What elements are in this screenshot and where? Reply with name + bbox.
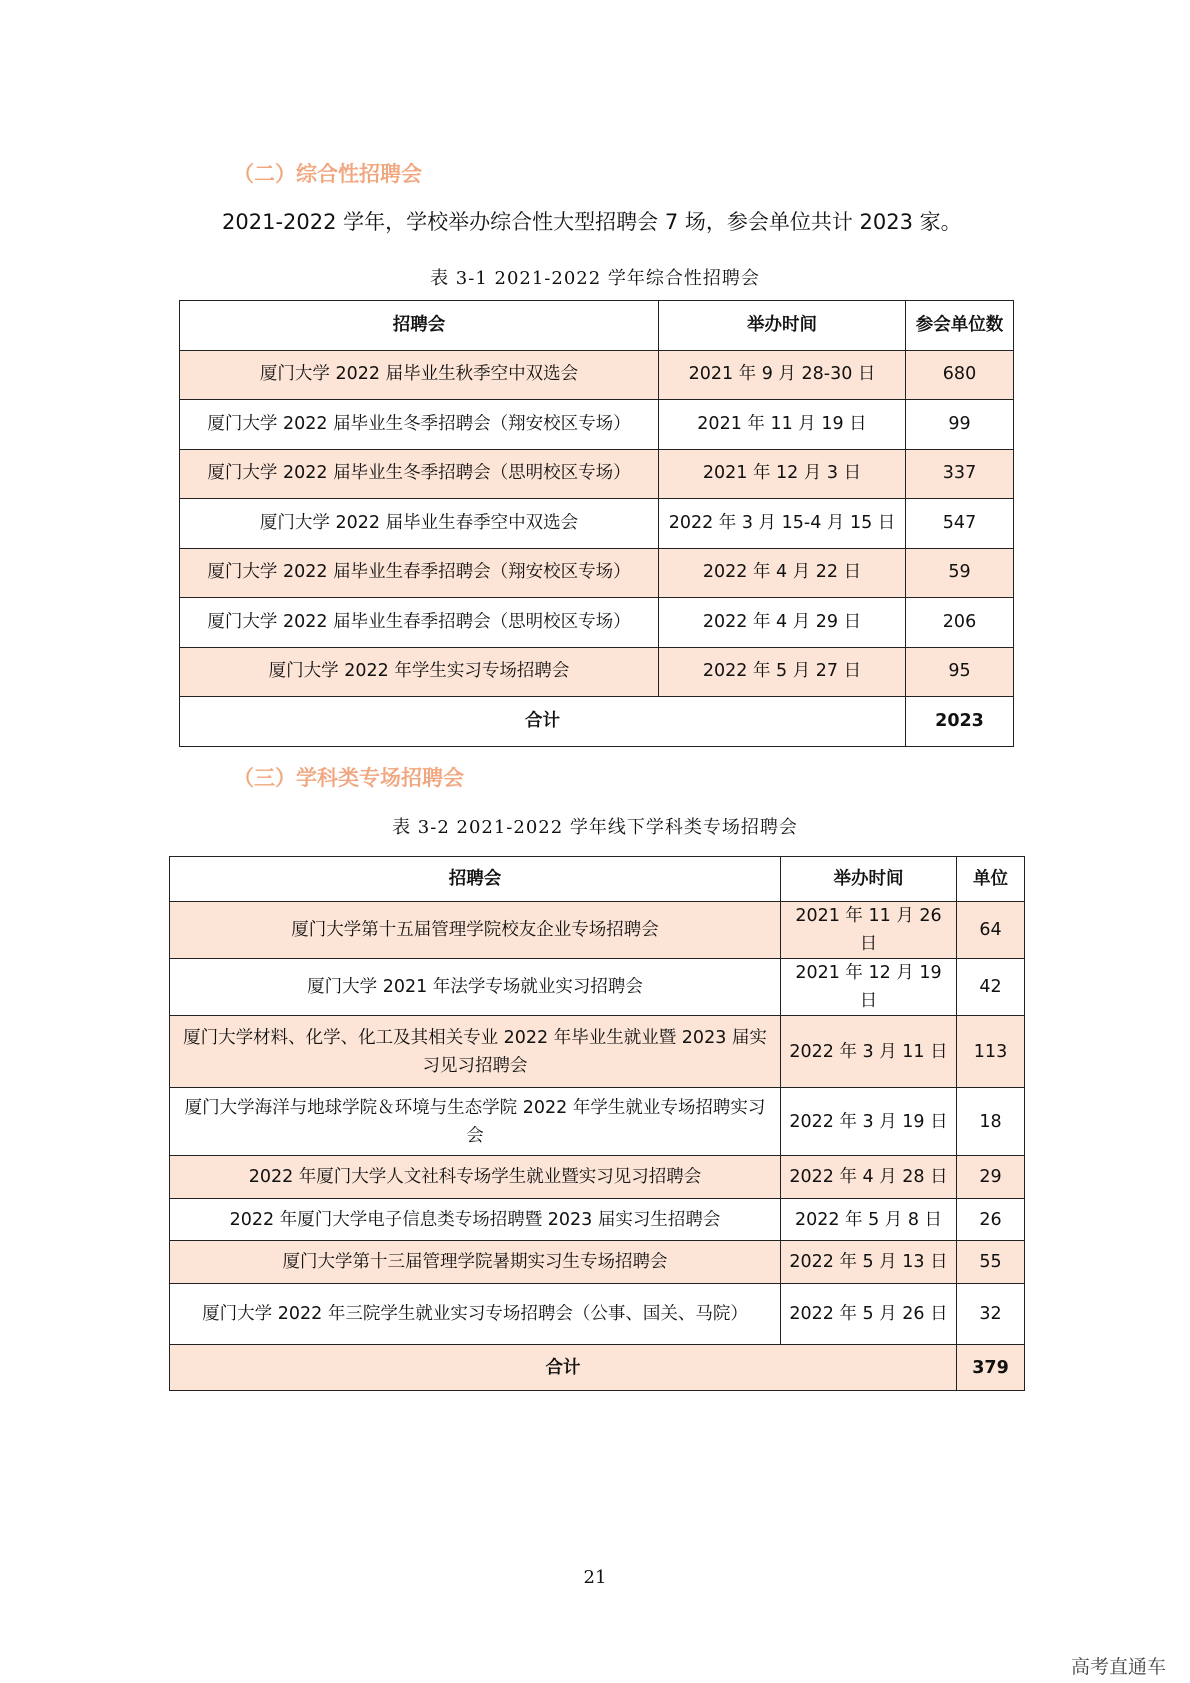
total-value: 379 bbox=[957, 1345, 1025, 1391]
table-row bbox=[170, 1016, 1025, 1088]
cell-name: 厦门大学 2022 届毕业生春季招聘会（思明校区专场） bbox=[180, 598, 659, 648]
cell-name: 2022 年厦门大学电子信息类专场招聘暨 2023 届实习生招聘会 bbox=[170, 1199, 781, 1241]
cell-count: 29 bbox=[957, 1156, 1025, 1199]
page-number: 21 bbox=[583, 1567, 607, 1588]
watermark-text: 高考直通车 bbox=[1070, 1656, 1166, 1678]
cell-date: 2022 年 5 月 27 日 bbox=[659, 647, 906, 697]
table-row bbox=[180, 350, 1014, 400]
cell-date: 2022 年 5 月 26 日 bbox=[781, 1284, 957, 1345]
col-header-count: 单位 bbox=[957, 857, 1025, 902]
table-row bbox=[170, 1156, 1025, 1199]
cell-date: 2022 年 5 月 13 日 bbox=[781, 1241, 957, 1284]
job-fair-table-2 bbox=[169, 856, 1025, 1391]
section-heading-2: （二）综合性招聘会 bbox=[233, 162, 422, 186]
cell-date: 2021 年 12 月 3 日 bbox=[659, 449, 906, 499]
table-row bbox=[170, 959, 1025, 1016]
cell-count: 95 bbox=[906, 647, 1014, 697]
cell-count: 55 bbox=[957, 1241, 1025, 1284]
cell-date: 2022 年 3 月 11 日 bbox=[781, 1016, 957, 1088]
cell-name: 厦门大学 2021 年法学专场就业实习招聘会 bbox=[170, 959, 781, 1016]
col-header-name: 招聘会 bbox=[170, 857, 781, 902]
cell-name: 厦门大学第十五届管理学院校友企业专场招聘会 bbox=[170, 902, 781, 959]
cell-count: 64 bbox=[957, 902, 1025, 959]
table-row bbox=[180, 449, 1014, 499]
section-paragraph: 2021-2022 学年，学校举办综合性大型招聘会 7 场，参会单位共计 2023 家。 bbox=[222, 210, 962, 234]
cell-name: 厦门大学 2022 年学生实习专场招聘会 bbox=[180, 647, 659, 697]
cell-name: 厦门大学 2022 年三院学生就业实习专场招聘会（公事、国关、马院） bbox=[170, 1284, 781, 1345]
cell-count: 547 bbox=[906, 499, 1014, 549]
cell-name: 厦门大学 2022 届毕业生春季招聘会（翔安校区专场） bbox=[180, 548, 659, 598]
cell-count: 18 bbox=[957, 1088, 1025, 1156]
section-heading-3: （三）学科类专场招聘会 bbox=[233, 766, 464, 790]
col-header-date: 举办时间 bbox=[781, 857, 957, 902]
cell-count: 680 bbox=[906, 350, 1014, 400]
cell-date: 2021 年 9 月 28-30 日 bbox=[659, 350, 906, 400]
total-value: 2023 bbox=[906, 697, 1014, 747]
table-caption-2: 表 3-2 2021-2022 学年线下学科类专场招聘会 bbox=[392, 817, 798, 838]
cell-count: 32 bbox=[957, 1284, 1025, 1345]
cell-count: 337 bbox=[906, 449, 1014, 499]
table-row bbox=[180, 400, 1014, 450]
cell-date: 2021 年 12 月 19 日 bbox=[781, 959, 957, 1016]
cell-date: 2022 年 5 月 8 日 bbox=[781, 1199, 957, 1241]
table-row bbox=[180, 499, 1014, 549]
cell-name: 2022 年厦门大学人文社科专场学生就业暨实习见习招聘会 bbox=[170, 1156, 781, 1199]
table-row bbox=[180, 647, 1014, 697]
table-total-row bbox=[170, 1345, 1025, 1391]
col-header-name: 招聘会 bbox=[180, 301, 659, 351]
job-fair-table-1 bbox=[179, 300, 1014, 747]
table-row bbox=[170, 1199, 1025, 1241]
cell-name: 厦门大学 2022 届毕业生冬季招聘会（思明校区专场） bbox=[180, 449, 659, 499]
cell-date: 2021 年 11 月 19 日 bbox=[659, 400, 906, 450]
cell-count: 99 bbox=[906, 400, 1014, 450]
cell-date: 2022 年 4 月 29 日 bbox=[659, 598, 906, 648]
cell-name: 厦门大学第十三届管理学院暑期实习生专场招聘会 bbox=[170, 1241, 781, 1284]
table-row bbox=[170, 1241, 1025, 1284]
cell-date: 2022 年 3 月 19 日 bbox=[781, 1088, 957, 1156]
col-header-date: 举办时间 bbox=[659, 301, 906, 351]
cell-date: 2021 年 11 月 26 日 bbox=[781, 902, 957, 959]
cell-name: 厦门大学海洋与地球学院＆环境与生态学院 2022 年学生就业专场招聘实习会 bbox=[170, 1088, 781, 1156]
table-header-row bbox=[170, 857, 1025, 902]
table-total-row bbox=[180, 697, 1014, 747]
cell-date: 2022 年 4 月 28 日 bbox=[781, 1156, 957, 1199]
table-header-row bbox=[180, 301, 1014, 351]
cell-count: 26 bbox=[957, 1199, 1025, 1241]
cell-name: 厦门大学材料、化学、化工及其相关专业 2022 年毕业生就业暨 2023 届实习见习招聘会 bbox=[170, 1016, 781, 1088]
table-row bbox=[180, 598, 1014, 648]
cell-name: 厦门大学 2022 届毕业生冬季招聘会（翔安校区专场） bbox=[180, 400, 659, 450]
cell-date: 2022 年 3 月 15-4 月 15 日 bbox=[659, 499, 906, 549]
total-label: 合计 bbox=[170, 1345, 957, 1391]
cell-count: 206 bbox=[906, 598, 1014, 648]
cell-count: 113 bbox=[957, 1016, 1025, 1088]
table-caption-1: 表 3-1 2021-2022 学年综合性招聘会 bbox=[430, 268, 760, 289]
col-header-count: 参会单位数 bbox=[906, 301, 1014, 351]
table-row bbox=[180, 548, 1014, 598]
cell-count: 42 bbox=[957, 959, 1025, 1016]
cell-count: 59 bbox=[906, 548, 1014, 598]
table-row bbox=[170, 1284, 1025, 1345]
cell-name: 厦门大学 2022 届毕业生春季空中双选会 bbox=[180, 499, 659, 549]
table-row bbox=[170, 902, 1025, 959]
cell-name: 厦门大学 2022 届毕业生秋季空中双选会 bbox=[180, 350, 659, 400]
total-label: 合计 bbox=[180, 697, 906, 747]
cell-date: 2022 年 4 月 22 日 bbox=[659, 548, 906, 598]
table-row bbox=[170, 1088, 1025, 1156]
